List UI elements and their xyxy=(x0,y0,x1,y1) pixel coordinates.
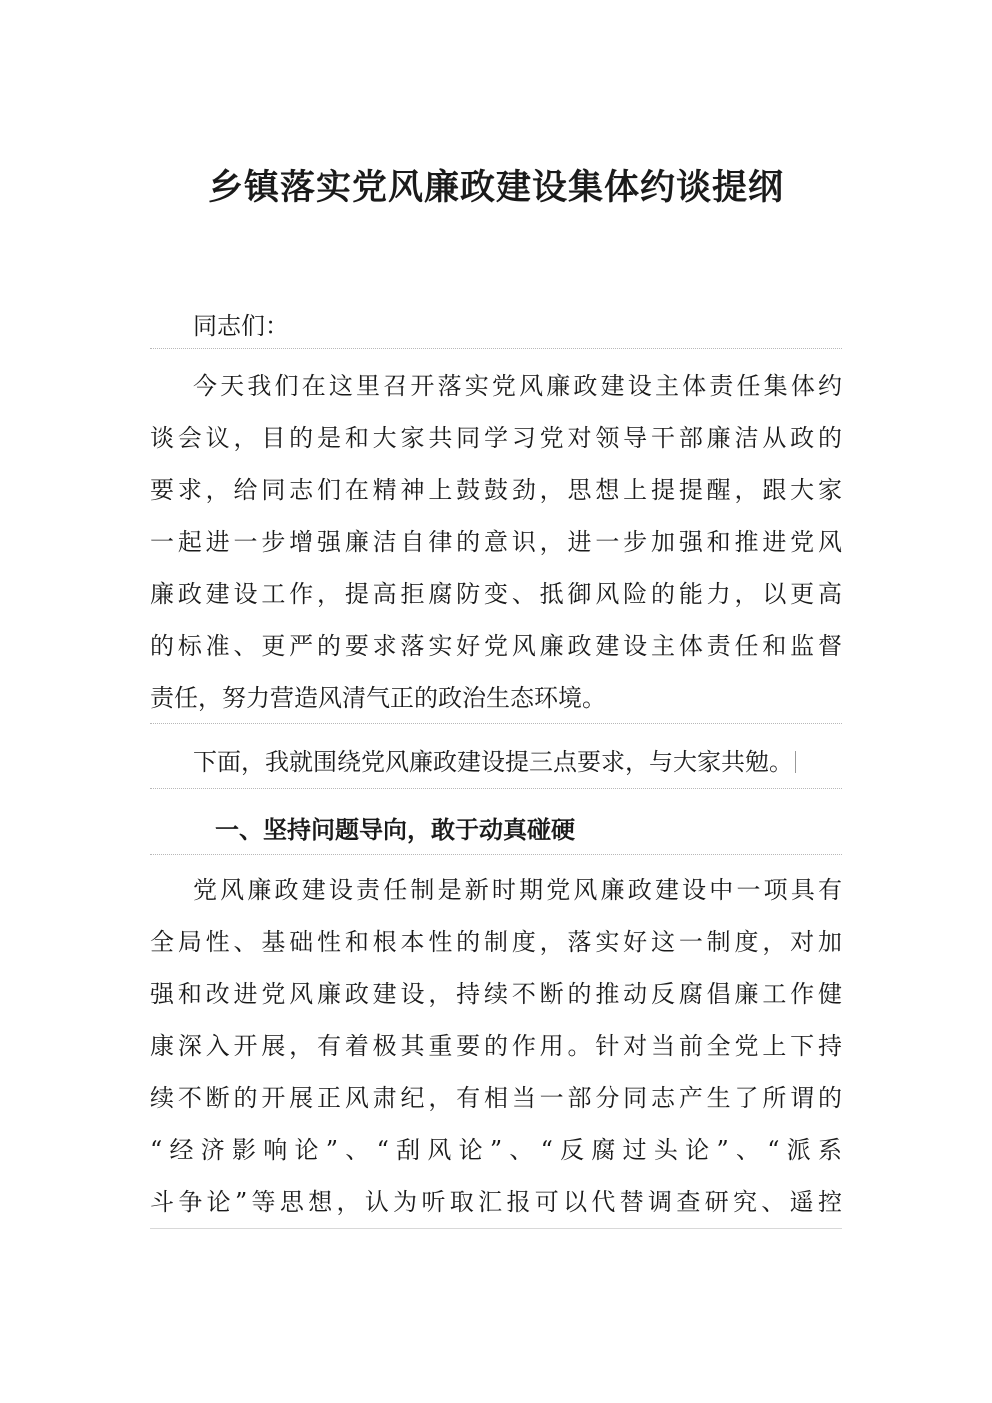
paragraph-text: 下面，我就围绕党风廉政建设提三点要求，与大家共勉。 xyxy=(193,748,793,776)
document-title: 乡镇落实党风廉政建设集体约谈提纲 xyxy=(207,168,784,208)
paragraph-divider xyxy=(150,348,842,349)
paragraph-line: “经济影响论”、“刮风论”、“反腐过头论”、“派系 xyxy=(150,1136,842,1164)
paragraph-section1-body xyxy=(150,864,842,1228)
page-bottom-divider xyxy=(150,1228,842,1229)
paragraph-line: 续不断的开展正风肃纪，有相当一部分同志产生了所谓的 xyxy=(150,1084,842,1112)
paragraph-divider xyxy=(150,854,842,855)
paragraph-line: 要求，给同志们在精神上鼓鼓劲，思想上提提醒，跟大家 xyxy=(150,476,842,504)
paragraph-divider xyxy=(150,788,842,789)
paragraph-line: 康深入开展，有着极其重要的作用。针对当前全党上下持 xyxy=(150,1032,842,1060)
paragraph-line: 一起进一步增强廉洁自律的意识，进一步加强和推进党风 xyxy=(150,528,842,556)
greeting: 同志们： xyxy=(193,312,289,340)
paragraph-line: 廉政建设工作，提高拒腐防变、抵御风险的能力，以更高 xyxy=(150,580,842,608)
text-cursor-icon xyxy=(795,751,797,773)
paragraph-requirements-intro xyxy=(150,736,842,788)
paragraph-intro xyxy=(150,360,842,724)
paragraph-divider xyxy=(150,723,842,724)
paragraph-line: 全局性、基础性和根本性的制度，落实好这一制度，对加 xyxy=(150,928,842,956)
paragraph-line: 谈会议，目的是和大家共同学习党对领导干部廉洁从政的 xyxy=(150,424,842,452)
paragraph-line: 强和改进党风廉政建设，持续不断的推动反腐倡廉工作健 xyxy=(150,980,842,1008)
section-heading: 一、坚持问题导向，敢于动真碰硬 xyxy=(215,816,575,844)
paragraph-line: 的标准、更严的要求落实好党风廉政建设主体责任和监督 xyxy=(150,632,842,660)
paragraph-line: 党风廉政建设责任制是新时期党风廉政建设中一项具有 xyxy=(193,876,842,904)
paragraph-line: 今天我们在这里召开落实党风廉政建设主体责任集体约 xyxy=(193,372,842,400)
paragraph-line: 责任，努力营造风清气正的政治生态环境。 xyxy=(150,684,606,712)
paragraph-line: 斗争论”等思想，认为听取汇报可以代替调查研究、遥控 xyxy=(150,1188,842,1216)
